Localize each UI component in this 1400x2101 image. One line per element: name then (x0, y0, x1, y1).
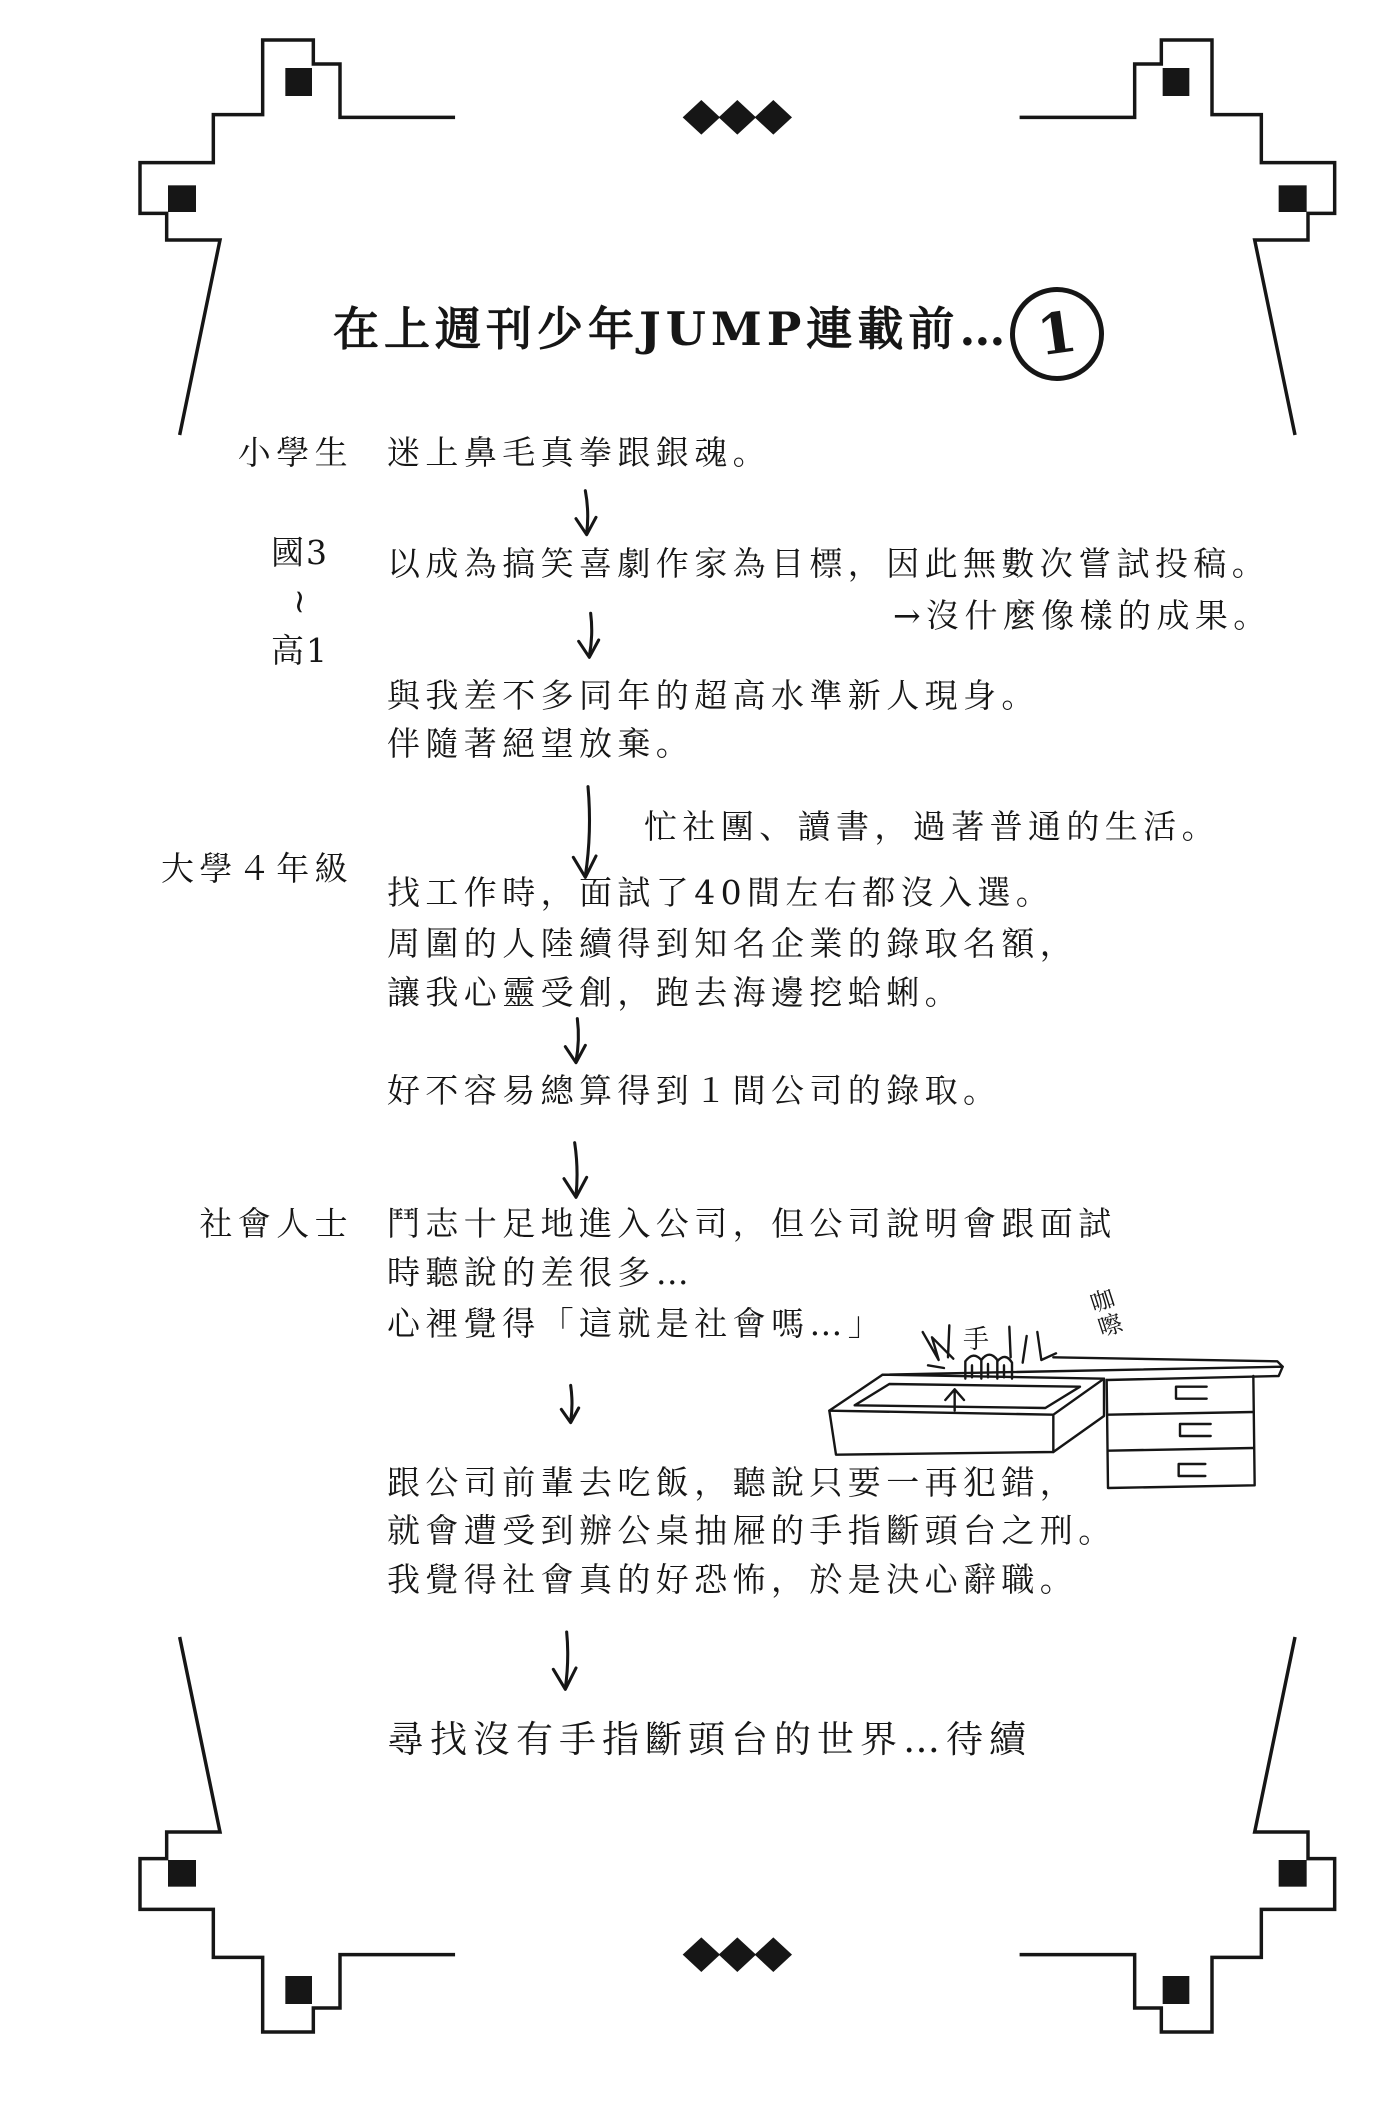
diamond-icon (683, 100, 720, 135)
arrow-shaft (565, 1632, 567, 1688)
arrow-down-icon (573, 787, 596, 878)
text-line: 與我差不多同年的超高水準新人現身。 (387, 676, 1040, 715)
label-working-adult: 社會人士 (199, 1204, 353, 1243)
arrow-down-icon (553, 1632, 576, 1689)
ornament-square (285, 68, 312, 96)
arrow-down-icon (565, 1019, 585, 1063)
drawer-handle-icon (1180, 1424, 1211, 1436)
ornament-square (168, 1860, 196, 1887)
drawer-handle-icon (1179, 1464, 1206, 1476)
cabinet-drawer-line (1108, 1412, 1253, 1415)
label-range-mark: ~ (281, 588, 320, 618)
ornament-square (1163, 68, 1190, 96)
text-line: 時聽說的差很多… (387, 1253, 695, 1292)
ornament-line (1021, 1639, 1334, 2032)
diamond-icon (755, 100, 792, 135)
corner-ornament-bottom-left (140, 1639, 453, 2032)
arrow-head (553, 1668, 576, 1689)
arrow-shaft (576, 1019, 578, 1062)
arrow-shaft (575, 1143, 577, 1196)
diamond-icon (683, 1937, 720, 1972)
diamond-icon (719, 100, 756, 135)
text-line: 周圍的人陸續得到知名企業的錄取名額， (387, 924, 1079, 963)
ornament-square (168, 185, 196, 212)
label-junior-high: 國3 (271, 533, 329, 572)
drawer-front (829, 1411, 1053, 1455)
hand-label: 手 (963, 1325, 990, 1355)
corner-ornament-top-left (140, 40, 453, 433)
arrow-down-icon (561, 1385, 578, 1422)
impact-lines (1023, 1332, 1056, 1363)
drawer-side (1053, 1379, 1104, 1452)
arrow-shaft (585, 787, 589, 876)
text-line: 好不容易總算得到１間公司的錄取。 (387, 1071, 1002, 1110)
arrow-shaft (585, 491, 587, 534)
result-note: →沒什麼像樣的成果。 (893, 596, 1272, 635)
arrow-down-icon (579, 613, 599, 657)
chapter-number-badge: 1 (1004, 281, 1110, 387)
text-line: 心裡覺得「這就是社會嗎…」 (387, 1304, 887, 1343)
text-line: 找工作時，面試了40間左右都沒入選。 (387, 873, 1055, 912)
arrow-shaft (589, 613, 591, 656)
arrow-shaft (571, 1385, 572, 1421)
ornament-line (140, 1639, 453, 2032)
drawer-handle-icon (1176, 1387, 1207, 1399)
arrow-head (565, 1045, 585, 1062)
label-senior-high: 高1 (271, 631, 329, 670)
drawer-inner-rim (855, 1384, 1080, 1408)
ornament-square (1163, 1976, 1190, 2004)
arrow-head (579, 640, 599, 657)
label-elementary: 小學生 (237, 433, 353, 472)
text-line: 迷上鼻毛真拳跟銀魂。 (387, 433, 771, 472)
cabinet-drawer-line (1108, 1448, 1253, 1451)
diamond-ornament-bottom (683, 1937, 792, 1972)
ending-line: 尋找沒有手指斷頭台的世界…待續 (387, 1718, 1032, 1761)
interlude-note: 忙社團、讀書，過著普通的生活。 (644, 807, 1220, 846)
ornament-square (1279, 1860, 1307, 1887)
text-line: 伴隨著絕望放棄。 (387, 724, 695, 763)
text-line: 讓我心靈受創，跑去海邊挖蛤蜊。 (387, 973, 963, 1012)
ornament-square (1279, 185, 1307, 212)
diamond-icon (755, 1937, 792, 1972)
text-line: 我覺得社會真的好恐怖，於是決心辭職。 (387, 1560, 1079, 1599)
desk-back-edge (1053, 1357, 1282, 1366)
label-university: 大學４年級 (161, 849, 353, 888)
text-line: 跟公司前輩去吃飯，聽說只要一再犯錯， (387, 1463, 1079, 1502)
ornament-square (285, 1976, 312, 2004)
text-line: 以成為搞笑喜劇作家為目標，因此無數次嘗試投稿。 (387, 544, 1271, 583)
text-line: 就會遭受到辦公桌抽屜的手指斷頭台之刑。 (387, 1511, 1117, 1550)
ornament-line (140, 40, 453, 433)
arrow-down-icon (576, 491, 596, 535)
arrow-down-icon (564, 1143, 587, 1198)
corner-ornament-bottom-right (1021, 1639, 1334, 2032)
page-title: 在上週刊少年JUMP連載前… (333, 302, 1011, 356)
text-line: 鬥志十足地進入公司，但公司說明會跟面試 (387, 1204, 1117, 1243)
diamond-icon (719, 1937, 756, 1972)
sound-effect: 咖嚓 (1082, 1284, 1126, 1344)
diamond-ornament-top (683, 100, 792, 135)
